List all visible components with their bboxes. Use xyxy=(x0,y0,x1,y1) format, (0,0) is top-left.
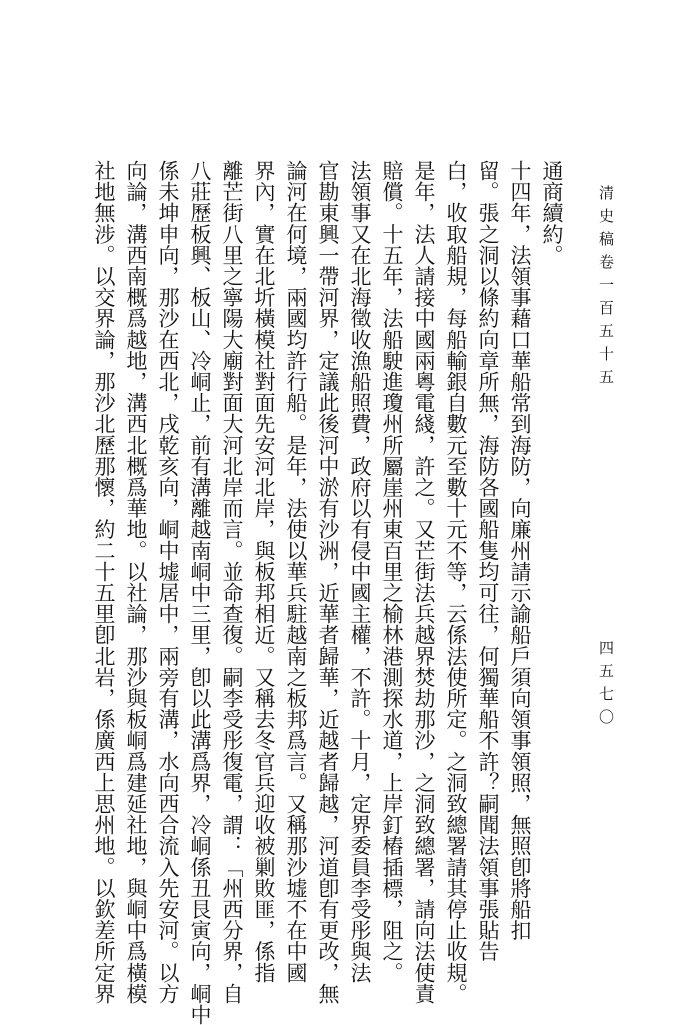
text-column: 通商續約。 xyxy=(540,160,564,266)
text-column: 官勘東興一帶河界，定議此後河中淤有沙洲，近華者歸華，近越者歸越，河道卽有更改，無 xyxy=(316,160,340,1004)
text-column: 向論，溝西南概爲越地，溝西北概爲華地。以社論，那沙與板峒爲建延社地，與峒中爲橫模 xyxy=(124,160,148,1004)
page-number: 四五七〇 xyxy=(597,640,615,732)
text-column: 法領事又在北海徵收漁船照費，政府以有侵中國主權，不許。十月，定界委員李受彤與法 xyxy=(348,160,372,983)
text-column: 八莊歷板興、板山、冷峒止，前有溝離越南峒中三里，卽以此溝爲界，冷峒係丑艮寅向，峒中 xyxy=(188,160,212,1025)
text-column: 留。張之洞以條約向章所無，海防各國船隻均可往，何獨華船不許？嗣聞法領事張貼告 xyxy=(476,160,500,962)
text-column: 是年，法人請接中國兩粵電綫，許之。又芒街法兵越界焚劫那沙，之洞致總署，請向法使責 xyxy=(412,160,436,1004)
text-column: 白，收取船規，每船輸銀自數元至數十元不等，云係法使所定。之洞致總署請其停止收規。 xyxy=(444,160,468,1004)
text-column: 論河在何境，兩國均許行船。是年，法使以華兵駐越南之板邦爲言。又稱那沙墟不在中國 xyxy=(284,160,308,983)
text-column: 賠償。十五年，法船駛進瓊州所屬崖州東百里之榆林港測探水道，上岸釘樁插標，阻之。 xyxy=(380,160,404,983)
text-column: 界內，實在北圻橫模社對面先安河北岸，與板邦相近。又稱去冬官兵迎收被剿敗匪，係指 xyxy=(252,160,276,983)
text-column: 十四年，法領事藉口華船常到海防，向廉州請示諭船戶須向領事領照，無照卽將船扣 xyxy=(508,160,532,941)
text-column: 社地無涉。以交界論，那沙北歷那懷，約二十五里卽北岩，係廣西上思州地。以欽差所定界 xyxy=(92,160,116,1004)
text-column: 係未坤申向，那沙在西北，戌乾亥向，峒中墟居中，兩旁有溝，水向西合流入先安河。以方 xyxy=(156,160,180,1004)
running-title: 清史稿卷一百五十五 xyxy=(597,185,615,392)
text-column: 離芒街八里之寧陽大廟對面大河北岸而言。並命查復。嗣李受彤復電，謂：「州西分界，自 xyxy=(220,160,244,1004)
